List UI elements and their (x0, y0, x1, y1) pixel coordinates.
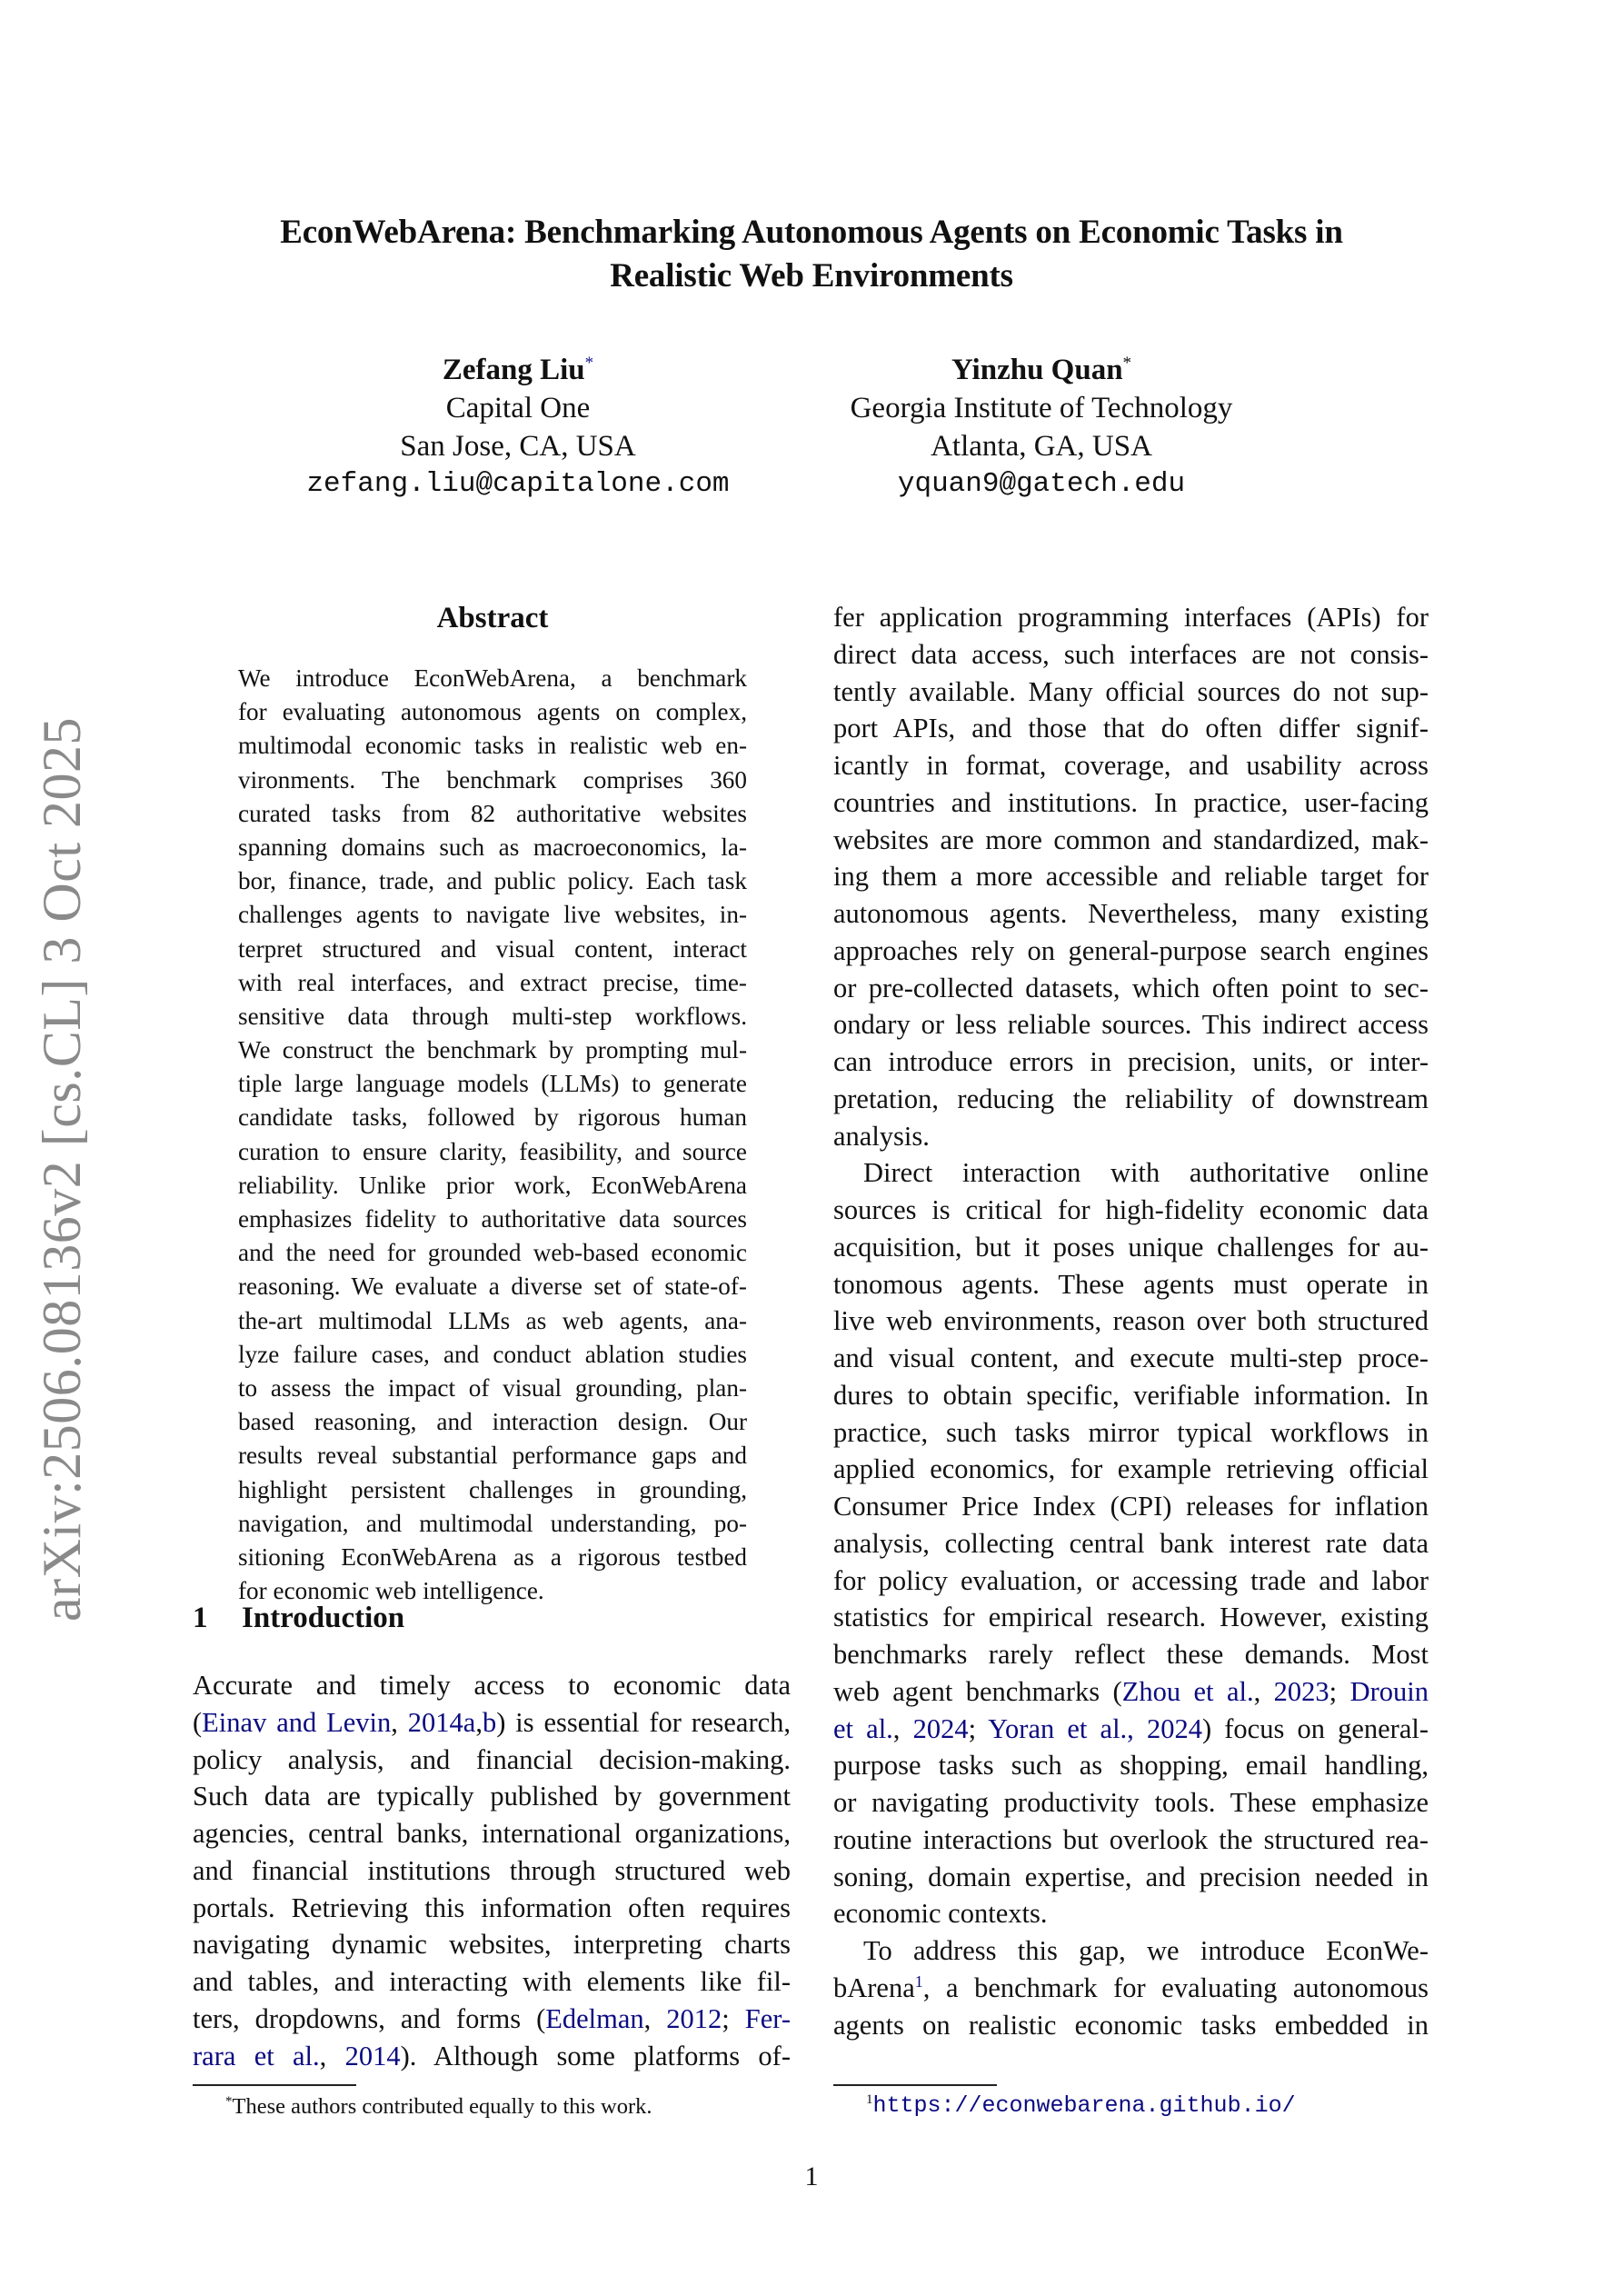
citation-link[interactable]: Zhou et al. (1121, 1675, 1254, 1707)
body-line: soning, domain expertise, and precision needed in (833, 1861, 1429, 1892)
line-text: ). Although some platforms of- (400, 2040, 791, 2071)
citation-link[interactable]: rara et al. (193, 2040, 320, 2071)
body-line (193, 2001, 791, 2038)
citation-link[interactable]: Yoran et al., 2024 (988, 1712, 1202, 1744)
body-line: dures to obtain specific, verifiable information. In (833, 1379, 1429, 1411)
body-line: sources is critical for high-fidelity economic data (833, 1194, 1429, 1225)
author-location: Atlanta, GA, USA (931, 430, 1152, 463)
footnote-ref-link[interactable]: 1 (914, 1972, 923, 1991)
abstract-line: for economic web intelligence. (238, 1577, 544, 1605)
abstract-line: curation to ensure clarity, feasibility, and source (238, 1137, 747, 1165)
section-number: 1 (193, 1602, 208, 1634)
abstract-line: bor, finance, trade, and public policy. Each task (238, 867, 747, 895)
citation-link[interactable]: Fer- (744, 2002, 791, 2034)
footnote-rule (833, 2084, 997, 2086)
citation-link[interactable]: Drouin (1349, 1675, 1429, 1707)
body-line: agents on realistic economic tasks embedded in (833, 2009, 1429, 2041)
abstract-line: navigation, and multimodal understanding, po- (238, 1509, 747, 1537)
body-line: navigating dynamic websites, interpreting charts (193, 1929, 791, 1961)
line-text: , (1253, 1675, 1274, 1707)
body-line: for policy evaluation, or accessing trade and labor (833, 1564, 1429, 1596)
body-line: routine interactions but overlook the structured rea- (833, 1823, 1429, 1855)
citation-link[interactable]: Einav and Levin (202, 1706, 392, 1738)
body-line: applied economics, for example retrieving official (833, 1453, 1429, 1485)
author-block (760, 351, 1323, 504)
abstract-line: candidate tasks, followed by rigorous human (238, 1103, 747, 1132)
line-text: web agent benchmarks ( (833, 1675, 1122, 1707)
citation-link[interactable]: 2023 (1273, 1675, 1329, 1707)
left-column-body (193, 1667, 791, 2074)
section-heading-introduction (193, 1602, 404, 1635)
body-line: countries and institutions. In practice, user-facing (833, 786, 1429, 818)
abstract-heading: Abstract (436, 602, 549, 634)
body-line: statistics for empirical research. However, existing (833, 1602, 1429, 1633)
body-line: To address this gap, we introduce EconWe- (863, 1935, 1429, 1966)
abstract-line: spanning domains such as macroeconomics, la- (238, 833, 747, 861)
body-line (193, 1704, 791, 1742)
body-line (833, 1970, 1429, 2007)
line-text: ) is essential for research, (496, 1706, 792, 1738)
body-line: approaches rely on general-purpose search engines (833, 934, 1429, 966)
abstract-body (238, 662, 747, 1608)
body-line: autonomous agents. Nevertheless, many existing (833, 898, 1429, 929)
citation-link[interactable]: b (482, 1706, 497, 1738)
abstract-line: with real interfaces, and extract precise, time- (238, 968, 747, 996)
line-text: , (643, 2002, 667, 2034)
line-text: bArena (833, 1972, 915, 2003)
line-text: ( (193, 1706, 203, 1738)
abstract-line: curated tasks from 82 authoritative websites (238, 799, 747, 827)
body-line: live web environments, reason over both structured (833, 1305, 1429, 1337)
abstract-line: highlight persistent challenges in grounding, (238, 1475, 747, 1503)
body-line: analysis, collecting central bank interest rate data (833, 1527, 1429, 1559)
abstract-line: the-art multimodal LLMs as web agents, ana- (238, 1306, 747, 1334)
footnote-mark: * (225, 2094, 233, 2109)
author-affiliation: Capital One (445, 392, 591, 424)
abstract-line: for evaluating autonomous agents on complex, (238, 698, 747, 726)
section-title: Introduction (242, 1602, 405, 1634)
citation-link[interactable]: 2014a (407, 1706, 476, 1738)
abstract-line: results reveal substantial performance gaps and (238, 1442, 747, 1470)
body-line: or pre-collected datasets, which often point to sec- (833, 972, 1429, 1003)
body-line: Direct interaction with authoritative online (863, 1157, 1429, 1189)
line-text: ; (722, 2002, 745, 2034)
author-email: yquan9@gatech.edu (897, 468, 1186, 500)
line-text: ; (1329, 1675, 1350, 1707)
body-line: purpose tasks such as shopping, email handling, (833, 1750, 1429, 1782)
equal-contribution-mark[interactable]: * (584, 354, 594, 373)
abstract-line: tiple large language models (LLMs) to generate (238, 1070, 747, 1098)
abstract-line: based reasoning, and interaction design. Our (238, 1408, 747, 1436)
line-text: ) focus on general- (1201, 1712, 1429, 1744)
abstract-line: multimodal economic tasks in realistic web en- (238, 732, 747, 760)
body-line: direct data access, such interfaces are not consis- (833, 638, 1429, 670)
line-text: , (319, 2040, 345, 2071)
body-line: agencies, central banks, international organizations, (193, 1818, 791, 1849)
citation-link[interactable]: Edelman (545, 2002, 644, 2034)
body-line: ing them a more accessible and reliable target for (833, 861, 1429, 893)
citation-link[interactable]: et al. (833, 1712, 893, 1744)
abstract-line: terpret structured and visual content, interact (238, 934, 747, 963)
body-line: ondary or less reliable sources. This indirect access (833, 1009, 1429, 1041)
body-line: and tables, and interacting with elements like fil- (193, 1966, 791, 1997)
footnote-text: These authors contributed equally to this work. (232, 2094, 652, 2119)
abstract-line: sensitive data through multi-step workflows. (238, 1002, 747, 1030)
line-text: , (892, 1712, 913, 1744)
abstract-line: challenges agents to navigate live websites, in- (238, 901, 747, 929)
arxiv-stamp: arXiv:2506.08136v2 [cs.CL] 3 Oct 2025 (32, 716, 92, 1622)
abstract-line: reliability. Unlike prior work, EconWebArena (238, 1171, 747, 1199)
body-line: and financial institutions through structured web (193, 1854, 791, 1886)
body-line: economic contexts. (833, 1898, 1048, 1930)
line-text: , a benchmark for evaluating autonomous (922, 1972, 1429, 2003)
abstract-line: We introduce EconWebArena, a benchmark (238, 664, 747, 692)
title-line-1: EconWebArena: Benchmarking Autonomous Agents on Economic Tasks in (280, 214, 1343, 251)
body-line: benchmarks rarely reflect these demands. Most (833, 1639, 1429, 1670)
body-line: Accurate and timely access to economic data (193, 1670, 791, 1701)
abstract-line: sitioning EconWebArena as a rigorous testbed (238, 1542, 747, 1571)
body-line (193, 2038, 791, 2075)
author-location: San Jose, CA, USA (400, 430, 636, 463)
body-line: or navigating productivity tools. These emphasize (833, 1787, 1429, 1818)
abstract-line: vironments. The benchmark comprises 360 (238, 765, 747, 794)
body-line: Such data are typically published by government (193, 1781, 791, 1812)
body-line: portals. Retrieving this information often requires (193, 1892, 791, 1923)
citation-link[interactable]: 2024 (912, 1712, 969, 1744)
body-line: analysis. (833, 1120, 930, 1152)
abstract-line: lyze failure cases, and conduct ablation studies (238, 1340, 747, 1368)
author-affiliation: Georgia Institute of Technology (850, 392, 1233, 424)
body-line (833, 1711, 1429, 1748)
body-line: pretation, reducing the reliability of downstream (833, 1083, 1429, 1114)
body-line: icantly in format, coverage, and usability across (833, 750, 1429, 781)
body-line: websites are more common and standardized, mak- (833, 824, 1429, 855)
author-name: Yinzhu Quan* (951, 354, 1132, 386)
footnote-rule (193, 2084, 356, 2086)
body-line (833, 1673, 1429, 1711)
body-line: port APIs, and those that do often differ signif- (833, 713, 1429, 744)
footnote-mark: 1 (866, 2092, 873, 2107)
body-line: and visual content, and execute multi-step proce- (833, 1343, 1429, 1373)
author-block (236, 351, 800, 504)
footnote-url (866, 2092, 1296, 2119)
abstract-line: We construct the benchmark by prompting mul- (238, 1036, 747, 1064)
project-url-link[interactable]: https://econwebarena.github.io/ (872, 2092, 1296, 2119)
line-text: , (391, 1706, 408, 1738)
line-text: ters, dropdowns, and forms ( (193, 2002, 546, 2034)
line-text: ; (968, 1712, 989, 1744)
body-line: fer application programming interfaces (APIs) for (833, 602, 1429, 633)
author-email: zefang.liu@capitalone.com (306, 468, 730, 500)
author-name: Zefang Liu* (442, 354, 594, 386)
line-text: , (475, 1706, 483, 1738)
abstract-line: emphasizes fidelity to authoritative data sources (238, 1205, 747, 1233)
equal-contribution-mark: * (1122, 354, 1132, 373)
title-line-2: Realistic Web Environments (610, 257, 1013, 294)
citation-link[interactable]: 2012 (666, 2002, 722, 2034)
paper-title (136, 211, 1487, 298)
body-line: policy analysis, and financial decision-making. (193, 1743, 791, 1775)
body-line: practice, such tasks mirror typical workflows in (833, 1416, 1429, 1448)
body-line: Consumer Price Index (CPI) releases for inflation (833, 1491, 1429, 1522)
abstract-line: to assess the impact of visual grounding, plan- (238, 1373, 747, 1402)
page-number: 1 (804, 2161, 819, 2191)
citation-link[interactable]: 2014 (344, 2040, 401, 2071)
body-line: can introduce errors in precision, units, or inter- (833, 1046, 1429, 1077)
right-column-body (833, 599, 1429, 2043)
footnote-equal-contribution (225, 2094, 652, 2120)
body-line: tonomous agents. These agents must operate in (833, 1268, 1429, 1300)
body-line: acquisition, but it poses unique challenges for au- (833, 1231, 1429, 1263)
abstract-line: reasoning. We evaluate a diverse set of state-of- (238, 1273, 747, 1301)
body-line: tently available. Many official sources do not sup- (833, 675, 1429, 707)
abstract-line: and the need for grounded web-based economic (238, 1239, 747, 1267)
